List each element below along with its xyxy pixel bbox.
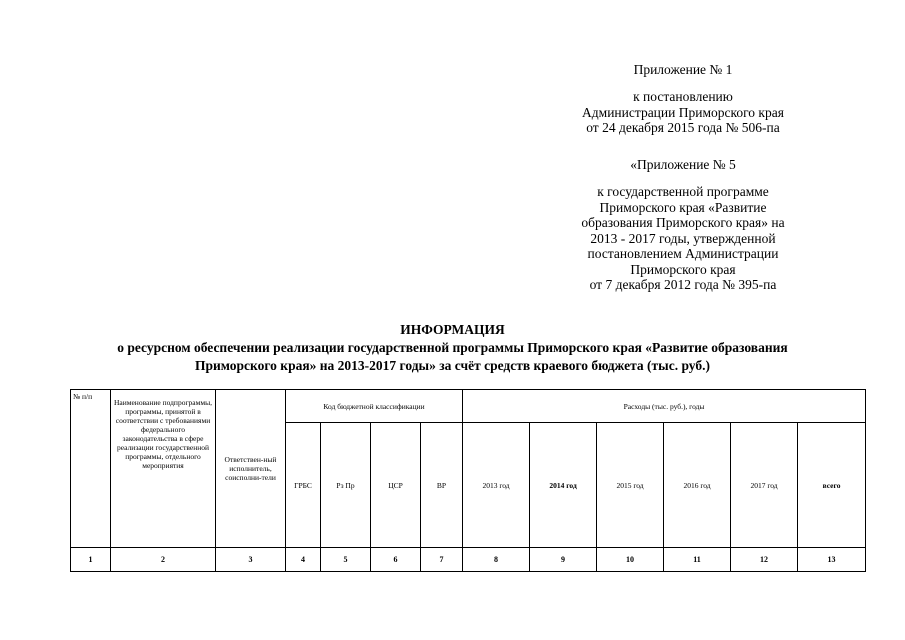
header-total: всего [798, 423, 866, 548]
table-header-row [71, 390, 866, 423]
appendix-1-title [523, 62, 843, 78]
appendix-5-line: Приморского края «Развитие [599, 199, 767, 215]
heading-title: ИНФОРМАЦИЯ [400, 322, 505, 337]
appendix-5-line: Приморского края [630, 261, 736, 277]
column-number: 7 [421, 548, 463, 572]
column-number: 1 [71, 548, 111, 572]
column-number: 9 [530, 548, 597, 572]
column-number: 8 [463, 548, 530, 572]
header-name: Наименование подпрограммы, программы, принятой в соответствии с требованиями федерального законодательства в сфере реализации государственной программы, отдельного мероприятия [111, 390, 216, 548]
appendix-5-line: от 7 декабря 2012 года № 395-па [589, 277, 777, 292]
header-responsible: Ответствен-ный исполнитель, соисполни-тели [216, 390, 286, 548]
column-number: 3 [216, 548, 286, 572]
column-number: 12 [731, 548, 798, 572]
heading-subtitle-line-1: о ресурсном обеспечении реализации государственной программы Приморского края «Развитие образования [117, 340, 788, 355]
header-grbs: ГРБС [286, 423, 321, 548]
appendix-1-line: Администрации Приморского края [582, 104, 784, 120]
appendix-5-body [523, 184, 843, 293]
column-number: 10 [597, 548, 664, 572]
header-year-2013: 2013 год [463, 423, 530, 548]
column-number: 5 [321, 548, 371, 572]
header-vr: ВР [421, 423, 463, 548]
header-budget-classification: Код бюджетной классификации [286, 390, 463, 423]
appendix-5-line: 2013 - 2017 годы, утвержденной [590, 230, 776, 246]
header-number: № п/п [71, 390, 111, 548]
appendix-1-line: к постановлению [633, 89, 733, 104]
header-expenses: Расходы (тыс. руб.), годы [463, 390, 866, 423]
header-csr: ЦСР [371, 423, 421, 548]
appendix-1-line: от 24 декабря 2015 года № 506-па [586, 120, 780, 135]
header-year-2014: 2014 год [530, 423, 597, 548]
appendix-1-title-text: Приложение № 1 [633, 62, 733, 77]
column-number: 6 [371, 548, 421, 572]
document-heading [0, 321, 905, 375]
appendix-5-title [523, 157, 843, 173]
column-number: 4 [286, 548, 321, 572]
appendix-1-body [523, 89, 843, 136]
appendix-5-title-text: «Приложение № 5 [630, 157, 736, 172]
appendix-5-line: постановлением Администрации [587, 246, 779, 261]
header-rzpr: Рз Пр [321, 423, 371, 548]
appendix-5-line: образования Приморского края» на [581, 215, 785, 230]
column-number: 11 [664, 548, 731, 572]
header-year-2015: 2015 год [597, 423, 664, 548]
heading-subtitle-line-2: Приморского края» на 2013-2017 годы» за счёт средств краевого бюджета (тыс. руб.) [194, 358, 710, 373]
resource-table [70, 389, 866, 572]
column-number: 13 [798, 548, 866, 572]
column-number: 2 [111, 548, 216, 572]
table-column-number-row [71, 548, 866, 572]
appendix-5-line: к государственной программе [597, 184, 769, 199]
header-year-2016: 2016 год [664, 423, 731, 548]
header-year-2017: 2017 год [731, 423, 798, 548]
